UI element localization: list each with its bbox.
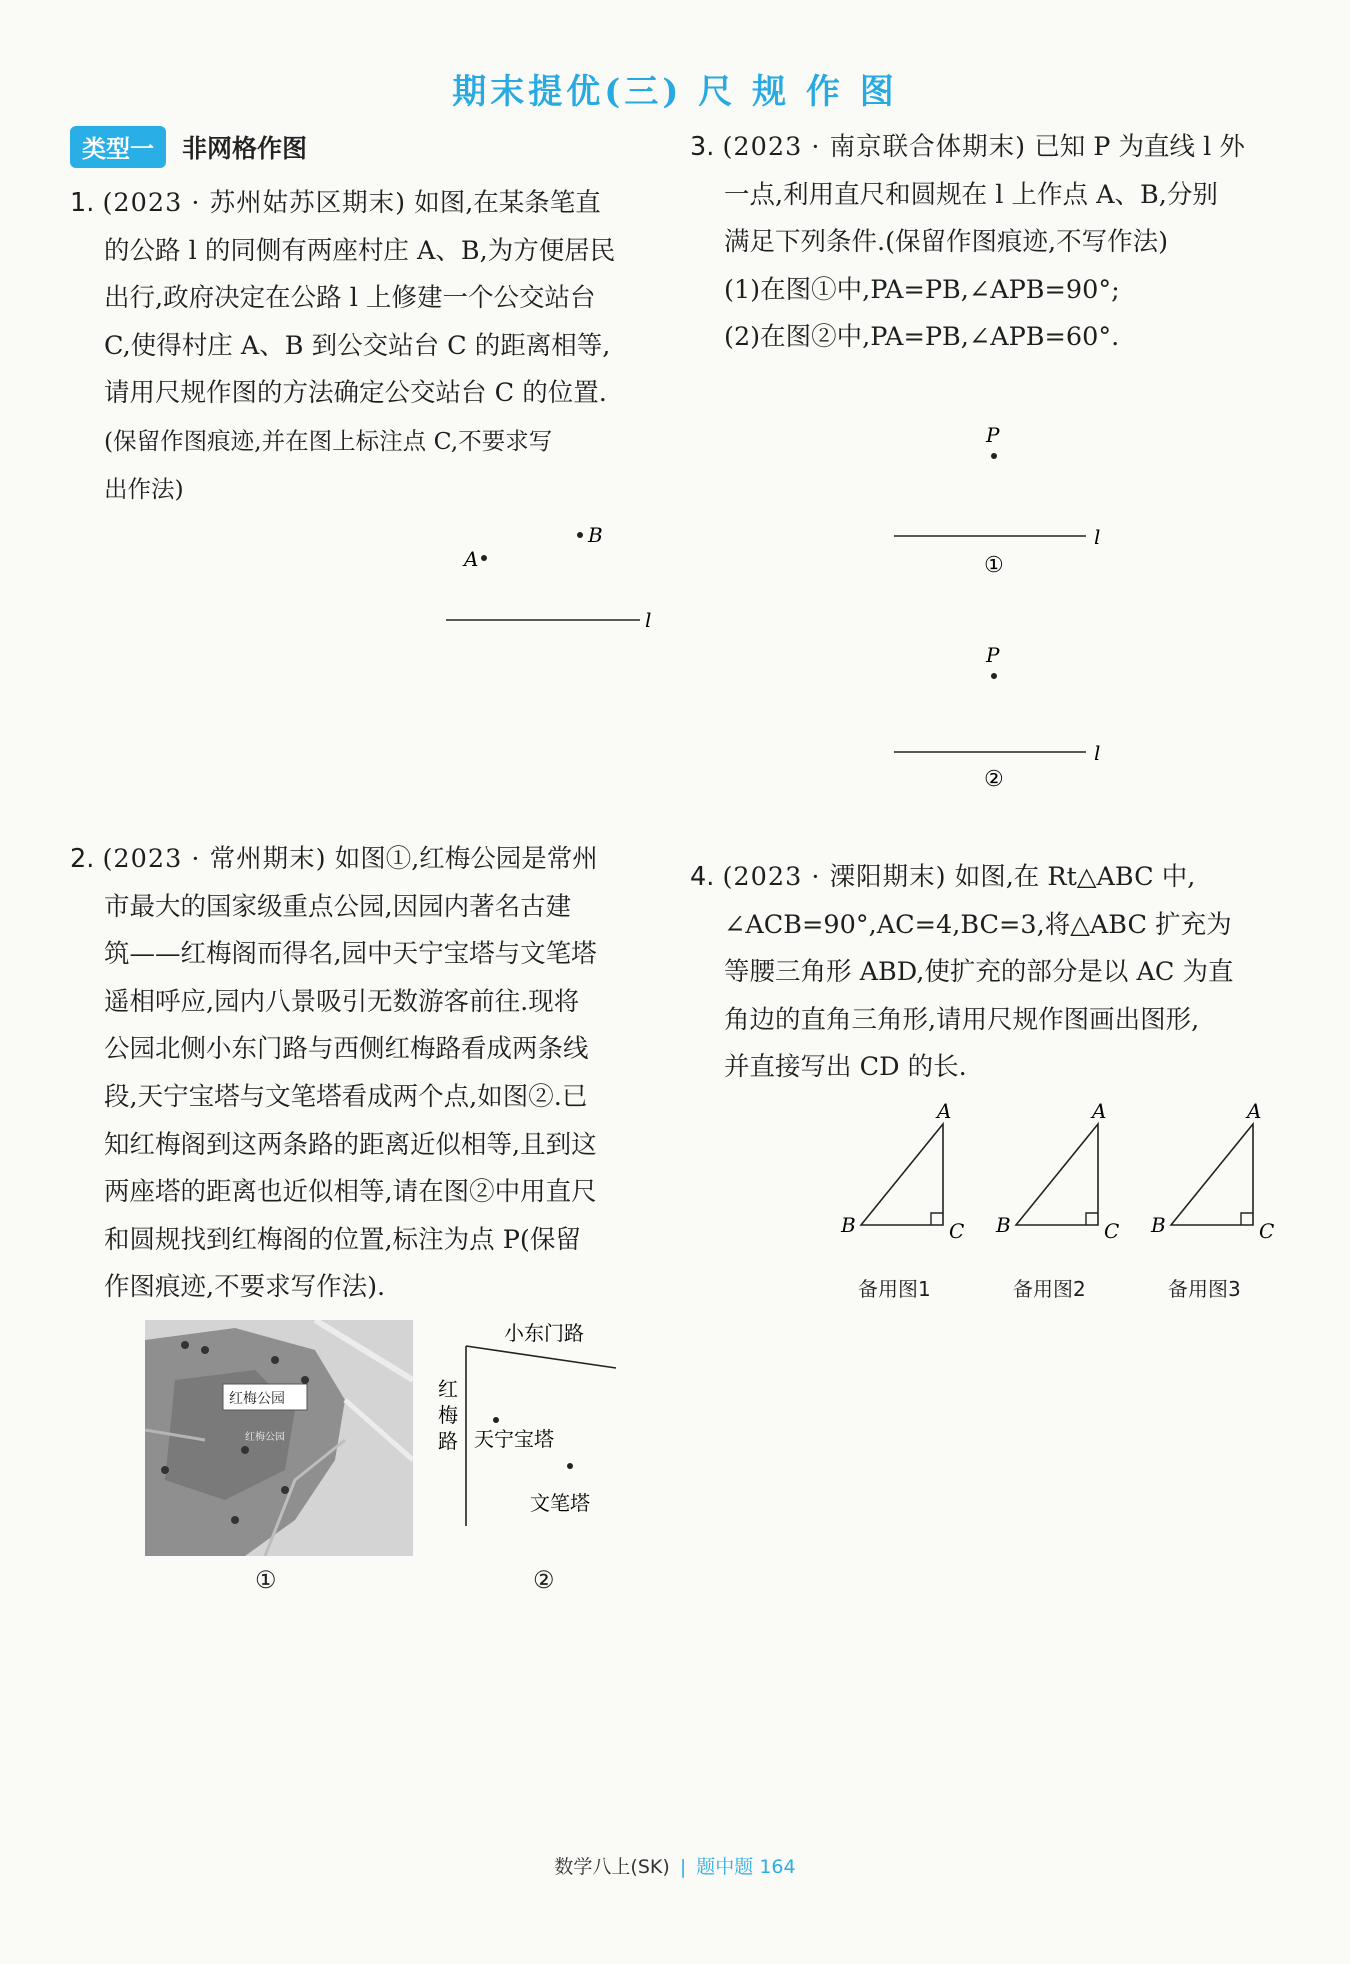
figure-label-2: ② — [533, 1566, 555, 1594]
question-text-line: 两座塔的距离也近似相等,请在图②中用直尺 — [104, 1177, 597, 1208]
label-road-north: 小东门路 — [504, 1321, 584, 1345]
question-number: 1. — [70, 188, 95, 218]
question-source: (2023 · 溧阳期末) — [722, 862, 947, 892]
right-angle-mark — [1086, 1213, 1098, 1225]
question-text-line: 出行,政府决定在公路 l 上修建一个公交站台 — [104, 283, 596, 314]
label-l: l — [1094, 741, 1101, 765]
question-text-line: ∠ACB=90°,AC=4,BC=3,将△ABC 扩充为 — [724, 909, 1232, 940]
question-number: 2. — [70, 844, 95, 874]
q1-figure — [430, 510, 660, 640]
vertex-c: C — [949, 1219, 965, 1243]
condition-1: (1)在图①中,PA=PB,∠APB=90°; — [724, 274, 1120, 305]
question-text-line: 知红梅阁到这两条路的距离近似相等,且到这 — [104, 1129, 597, 1160]
label-tower-1: 天宁宝塔 — [474, 1427, 554, 1451]
question-text-line: 遥相呼应,园内八景吸引无数游客前往.现将 — [104, 986, 580, 1017]
q4-spare-figure-3 — [1145, 1098, 1285, 1268]
question-2 — [70, 836, 670, 1312]
q3-figure-1 — [880, 420, 1120, 580]
label-tower-2: 文笔塔 — [530, 1491, 590, 1515]
label-l: l — [1094, 525, 1101, 549]
question-text-line: 等腰三角形 ABD,使扩充的部分是以 AC 为直 — [724, 957, 1234, 988]
question-text-line: 段,天宁宝塔与文笔塔看成两个点,如图②.已 — [104, 1081, 588, 1112]
question-source: (2023 · 苏州姑苏区期末) — [102, 188, 407, 218]
footer-brand: 题中题 — [696, 1856, 754, 1878]
footer-subject: 数学八上(SK) — [554, 1856, 670, 1878]
q2-figure-2 — [430, 1316, 630, 1556]
spare-figure-label-3: 备用图3 — [1168, 1277, 1241, 1301]
page-title: 期末提优(三) 尺 规 作 图 — [452, 72, 898, 112]
point-a — [481, 555, 487, 561]
page-number: 164 — [759, 1856, 796, 1878]
condition-2: (2)在图②中,PA=PB,∠APB=60°. — [724, 322, 1120, 353]
label-road-west-3: 路 — [438, 1429, 458, 1453]
triangle — [1016, 1124, 1098, 1225]
question-source: (2023 · 南京联合体期末) — [722, 132, 1027, 162]
vertex-b: B — [1151, 1213, 1166, 1237]
figure-label-1: ① — [255, 1566, 277, 1594]
question-text-line: 和圆规找到红梅阁的位置,标注为点 P(保留 — [104, 1224, 581, 1255]
question-3 — [690, 124, 1290, 362]
spare-figure-label-2: 备用图2 — [1013, 1277, 1086, 1301]
vertex-a: A — [1247, 1099, 1262, 1123]
q4-spare-figure-1 — [835, 1098, 975, 1268]
label-road-west-1: 红 — [438, 1377, 458, 1401]
point-tower-2 — [567, 1463, 573, 1469]
question-text-line: 公园北侧小东门路与西侧红梅路看成两条线 — [104, 1034, 589, 1065]
spare-figure-label-1: 备用图1 — [858, 1277, 931, 1301]
footer-separator: | — [679, 1856, 687, 1878]
question-text-line: 并直接写出 CD 的长. — [724, 1052, 967, 1083]
q3-figure-2 — [880, 640, 1120, 800]
question-text-line: 如图①,红梅公园是常州 — [334, 844, 598, 874]
point-tower-1 — [493, 1417, 499, 1423]
question-text-line: 满足下列条件.(保留作图痕迹,不写作法) — [724, 227, 1169, 258]
label-a: A — [464, 547, 479, 571]
point-p — [991, 453, 997, 459]
park-map-image — [145, 1320, 413, 1556]
vertex-a: A — [937, 1099, 952, 1123]
question-source: (2023 · 常州期末) — [102, 844, 327, 874]
point-p — [991, 673, 997, 679]
point-b — [577, 532, 583, 538]
label-b: B — [588, 523, 603, 547]
question-number: 3. — [690, 132, 715, 162]
question-text-line: 作图痕迹,不要求写作法). — [104, 1272, 386, 1303]
right-angle-mark — [1241, 1213, 1253, 1225]
vertex-b: B — [996, 1213, 1011, 1237]
question-text-line: 一点,利用直尺和圆规在 l 上作点 A、B,分别 — [724, 179, 1218, 210]
vertex-c: C — [1104, 1219, 1120, 1243]
label-p: P — [986, 423, 1000, 447]
question-text-line: C,使得村庄 A、B 到公交站台 C 的距离相等, — [104, 330, 611, 361]
question-text-line: 市最大的国家级重点公园,因园内著名古建 — [104, 891, 572, 922]
triangle — [1171, 1124, 1253, 1225]
map-graphic — [145, 1320, 413, 1556]
figure-label: ① — [984, 553, 1004, 578]
map-label: 红梅公园 — [229, 1391, 285, 1407]
right-angle-mark — [931, 1213, 943, 1225]
question-text-line: 筑——红梅阁而得名,园中天宁宝塔与文笔塔 — [104, 939, 597, 970]
page-footer — [0, 1852, 1350, 1879]
question-text-line: 如图,在某条笔直 — [414, 188, 601, 218]
label-road-west-2: 梅 — [438, 1403, 458, 1427]
vertex-c: C — [1259, 1219, 1275, 1243]
vertex-b: B — [841, 1213, 856, 1237]
question-text-line: 已知 P 为直线 l 外 — [1034, 132, 1245, 162]
question-text-line: 角边的直角三角形,请用尺规作图画出图形, — [724, 1004, 1200, 1035]
question-text-line: 出作法) — [104, 474, 184, 503]
figure-label: ② — [984, 767, 1004, 792]
question-number: 4. — [690, 862, 715, 892]
section-title: 非网格作图 — [182, 134, 308, 163]
section-header — [70, 126, 307, 168]
vertex-a: A — [1092, 1099, 1107, 1123]
label-p: P — [986, 643, 1000, 667]
road-north — [466, 1346, 616, 1368]
section-badge: 类型一 — [70, 126, 166, 168]
question-text-line: 如图,在 Rt△ABC 中, — [954, 862, 1196, 892]
q4-spare-figure-2 — [990, 1098, 1130, 1268]
question-text-line: (保留作图痕迹,并在图上标注点 C,不要求写 — [104, 426, 553, 455]
triangle — [861, 1124, 943, 1225]
question-4 — [690, 854, 1290, 1092]
map-small-label: 红梅公园 — [245, 1432, 285, 1443]
question-text-line: 的公路 l 的同侧有两座村庄 A、B,为方便居民 — [104, 235, 616, 266]
question-text-line: 请用尺规作图的方法确定公交站台 C 的位置. — [104, 378, 607, 409]
question-1 — [70, 180, 670, 513]
label-l: l — [645, 608, 652, 632]
